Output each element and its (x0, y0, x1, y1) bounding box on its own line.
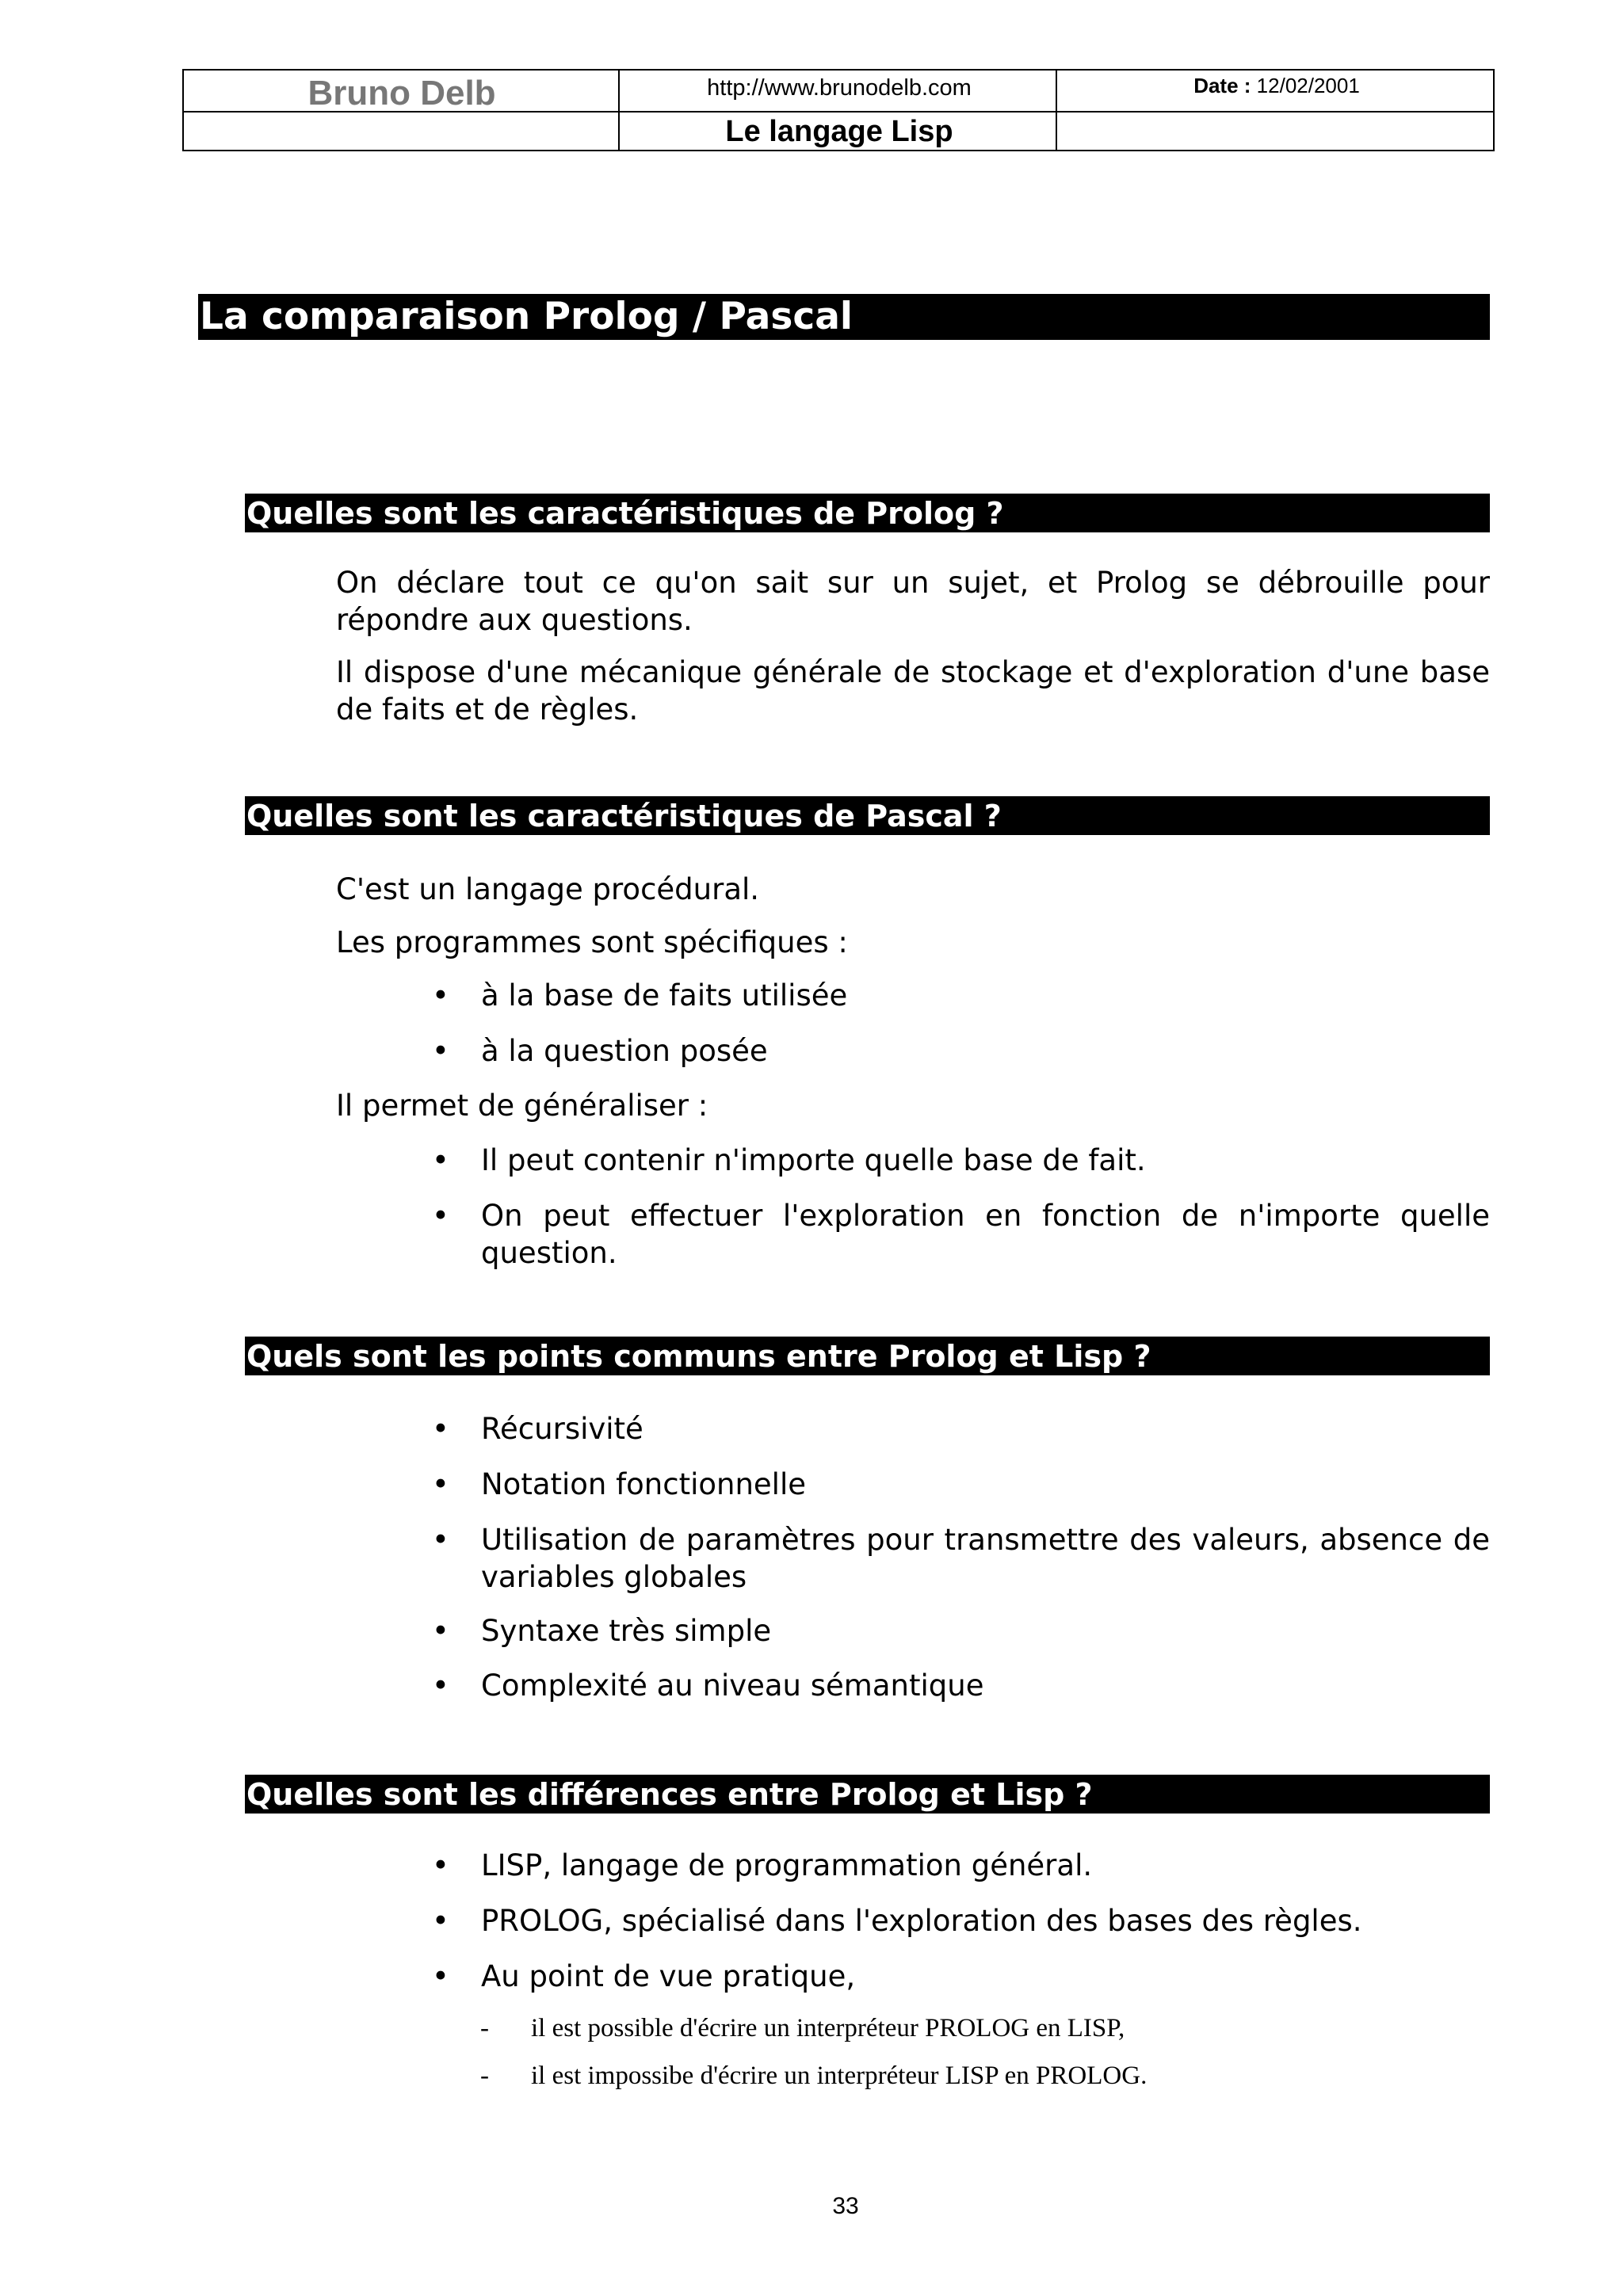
bullet-marker: • (432, 1904, 449, 1938)
page-header (182, 69, 1495, 151)
list-item: On peut effectuer l'exploration en fonction de n'importe quelle question. (481, 1199, 1490, 1270)
page-number: 33 (832, 2193, 859, 2219)
sub-list-item: il est impossibe d'écrire un interpréteur LISP en PROLOG. (531, 2061, 1148, 2090)
paragraph: Il permet de généraliser : (336, 1089, 708, 1123)
bullet-marker: • (432, 978, 449, 1013)
list-item: Notation fonctionnelle (481, 1467, 806, 1501)
list-item: Syntaxe très simple (481, 1614, 772, 1648)
header-url[interactable]: http://www.brunodelb.com (707, 75, 972, 101)
header-date-label: Date : (1193, 74, 1251, 97)
paragraph: Il dispose d'une mécanique générale de stockage et d'exploration d'une base de faits et de règles. (336, 655, 1490, 727)
list-item: Utilisation de paramètres pour transmettre des valeurs, absence de variables globales (481, 1523, 1490, 1594)
paragraph: On déclare tout ce qu'on sait sur un sujet, et Prolog se débrouille pour répondre aux questions. (336, 566, 1490, 637)
bullet-marker: • (432, 1523, 449, 1557)
list-item: LISP, langage de programmation général. (481, 1848, 1093, 1882)
list-item: Il peut contenir n'importe quelle base de fait. (481, 1143, 1146, 1177)
dash-marker: - (480, 2014, 489, 2042)
bullet-marker: • (432, 1848, 449, 1882)
section-title-common-points: Quels sont les points communs entre Prolog et Lisp ? (245, 1337, 1490, 1375)
section-title-prolog: Quelles sont les caractéristiques de Prolog ? (245, 494, 1490, 532)
header-document-title: Le langage Lisp (725, 115, 953, 148)
bullet-marker: • (432, 1034, 449, 1068)
bullet-marker: • (432, 1669, 449, 1703)
paragraph: C'est un langage procédural. (336, 872, 760, 906)
bullet-marker: • (432, 1614, 449, 1648)
header-date (1059, 74, 1495, 98)
bullet-marker: • (432, 1467, 449, 1501)
bullet-marker: • (432, 1412, 449, 1446)
section-title-differences: Quelles sont les différences entre Prolog et Lisp ? (245, 1775, 1490, 1814)
list-item: Récursivité (481, 1412, 643, 1446)
header-author: Bruno Delb (307, 74, 496, 113)
list-item: à la base de faits utilisée (481, 978, 848, 1013)
bullet-marker: • (432, 1199, 449, 1233)
chapter-title: La comparaison Prolog / Pascal (198, 294, 1490, 340)
list-item: Au point de vue pratique, (481, 1959, 856, 1993)
header-date-value: 12/02/2001 (1256, 74, 1360, 97)
dash-marker: - (480, 2061, 489, 2090)
section-title-pascal: Quelles sont les caractéristiques de Pascal ? (245, 796, 1490, 835)
list-item: Complexité au niveau sémantique (481, 1669, 984, 1703)
sub-list-item: il est possible d'écrire un interpréteur PROLOG en LISP, (531, 2014, 1125, 2042)
bullet-marker: • (432, 1143, 449, 1177)
list-item: PROLOG, spécialisé dans l'exploration des bases des règles. (481, 1904, 1362, 1938)
paragraph: Les programmes sont spécifiques : (336, 925, 848, 959)
list-item: à la question posée (481, 1034, 768, 1068)
bullet-marker: • (432, 1959, 449, 1993)
